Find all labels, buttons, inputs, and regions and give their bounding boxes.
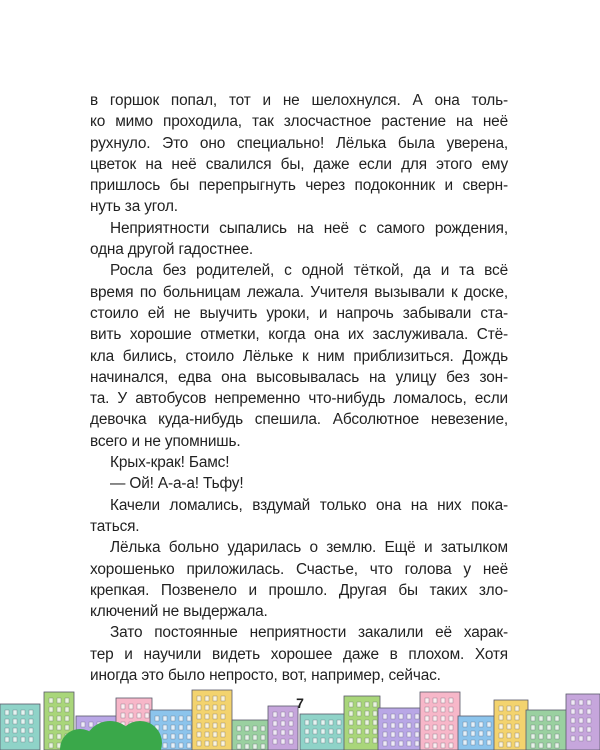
- text-line: в горшок попал, тот и не шелохнулся. А она толь-: [90, 92, 508, 109]
- text-line: Неприятности сыпались на неё с самого рождения,: [110, 219, 508, 237]
- building: [192, 690, 232, 750]
- building: [458, 716, 496, 750]
- building: [420, 692, 460, 750]
- page-number: 7: [296, 695, 304, 711]
- building: [232, 720, 270, 750]
- text-line: нуть за угол.: [90, 198, 178, 216]
- text-line: одна другой гадостнее.: [90, 241, 254, 259]
- text-line: Качели ломались, вздумай только она на них пока-: [110, 496, 508, 514]
- text-line: таться.: [90, 517, 140, 535]
- text-line: хорошенько приложилась. Счастье, что голова у неё: [90, 560, 508, 578]
- text-line: всего и не упомнишь.: [90, 432, 241, 450]
- body-text: [90, 90, 508, 686]
- text-line: кла бились, стоило Лёльке к ним приблизиться. Дождь: [90, 347, 508, 365]
- text-line: — Ой! А-а-а! Тьфу!: [110, 475, 244, 493]
- text-line: тер и научили видеть хорошее даже в плохом. Хотя: [90, 645, 508, 663]
- text-line: начинался, едва она высовывалась на улицу без зон-: [90, 368, 508, 386]
- building: [268, 706, 298, 750]
- building: [300, 714, 346, 750]
- building: [526, 710, 568, 750]
- text-line: Крых-крак! Бамс!: [110, 454, 230, 472]
- text-line: Росла без родителей, с одной тёткой, да и та всё: [110, 262, 508, 280]
- text-line: пришлось бы перепрыгнуть через подоконник и сверн-: [90, 177, 508, 195]
- text-line: иногда это было непросто, вот, например, сейчас.: [90, 667, 441, 685]
- text-line: девочка куда-нибудь спешила. Абсолютное невезение,: [90, 411, 508, 429]
- text-line: ко мимо проходила, так злосчастное растение на неё: [90, 113, 508, 131]
- text-line: Лёлька больно ударилась о землю. Ещё и затылком: [110, 539, 508, 557]
- building: [344, 696, 380, 750]
- building: [0, 704, 40, 750]
- text-line: ключений не выдержала.: [90, 603, 268, 621]
- building: [378, 708, 422, 750]
- text-line: Зато постоянные неприятности закалили её харак-: [110, 624, 508, 642]
- text-line: вить хорошие отметки, когда она их заслуживала. Стё-: [90, 326, 508, 344]
- building: [566, 694, 600, 750]
- text-line: время по больницам лежала. Учителя вызывали к доске,: [90, 283, 508, 301]
- text-line: рухнуло. Это оно специально! Лёлька была уверена,: [90, 134, 508, 152]
- building: [494, 700, 528, 750]
- text-line: цветок на неё свалился бы, даже если для этого ему: [90, 155, 508, 173]
- text-line: та. У автобусов непременно что-нибудь ломалось, если: [90, 390, 508, 408]
- text-line: стоило ей не выучить уроки, и напрочь забывали ста-: [90, 304, 508, 322]
- text-line: крепкая. Позвенело и прошло. Другая бы таких зло-: [90, 581, 508, 599]
